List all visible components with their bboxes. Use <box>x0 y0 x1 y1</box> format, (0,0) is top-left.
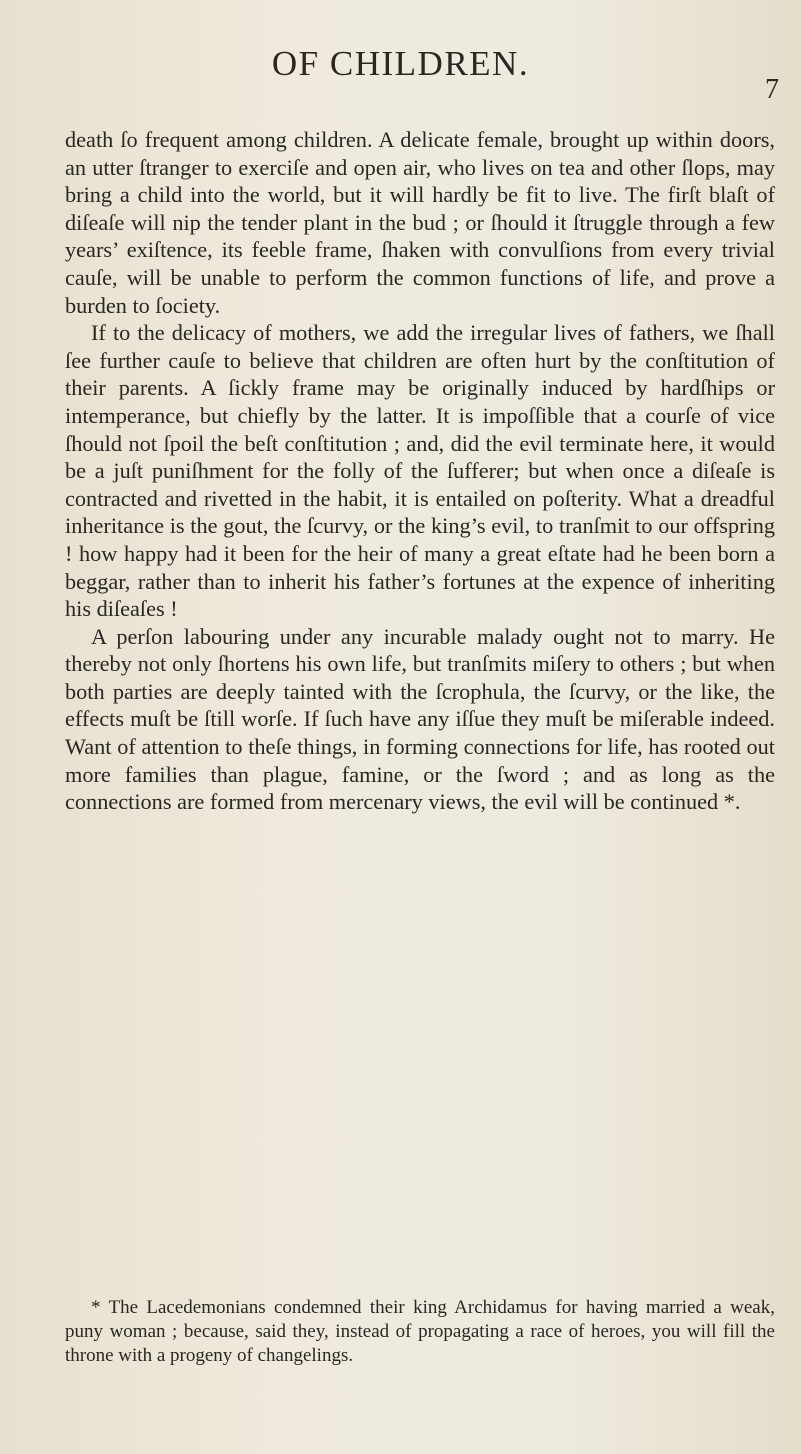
page-header <box>0 44 801 105</box>
footnote: * The Lacedemonians condemned their king Archidamus for having married a weak, puny woman ; because, said they, instead of propagating a race of heroes, you will fill the throne with a progeny of changelings. <box>65 1297 775 1366</box>
running-head: OF CHILDREN. <box>271 44 530 83</box>
paragraph-3: A perſon labouring under any incurable malady ought not to marry. He thereby not only ſhortens his own life, but tranſmits miſery to others ; but when both parties are deeply tainted with the ſcrophula, the ſcurvy, or the like, the effects muſt be ſtill worſe. If ſuch have any iſſue they muſt be miſerable indeed. Want of attention to theſe things, in forming connections for life, has rooted out more families than plague, famine, or the ſword ; and as long as the connections are formed from mercenary views, the evil will be continued *. <box>65 623 775 815</box>
body-text <box>65 126 775 816</box>
paragraph-2: If to the delicacy of mothers, we add the irregular lives of fathers, we ſhall ſee further cauſe to believe that children are often hurt by the conſtitution of their parents. A ſickly frame may be originally induced by hardſhips or intemperance, but chiefly by the latter. It is impoſſible that a courſe of vice ſhould not ſpoil the beſt conſtitution ; and, did the evil terminate here, it would be a juſt puniſhment for the folly of the ſufferer; but when once a diſeaſe is contracted and rivetted in the habit, it is entailed on poſterity. What a dreadful inheritance is the gout, the ſcurvy, or the king’s evil, to tranſmit to our offspring ! how happy had it been for the heir of many a great eſtate had he been born a beggar, rather than to inherit his father’s fortunes at the expence of inheriting his diſeaſes ! <box>65 320 775 622</box>
paragraph-1: death ſo frequent among children. A delicate female, brought up within doors, an utter ſtranger to exerciſe and open air, who lives on tea and other ſlops, may bring a child into the world, but it will hardly be fit to live. The firſt blaſt of diſeaſe will nip the tender plant in the bud ; or ſhould it ſtruggle through a few years’ exiſtence, its feeble frame, ſhaken with convulſions from every trivial cauſe, will be unable to perform the common functions of life, and prove a burden to ſociety. <box>65 127 775 318</box>
page-number: 7 <box>765 74 779 105</box>
